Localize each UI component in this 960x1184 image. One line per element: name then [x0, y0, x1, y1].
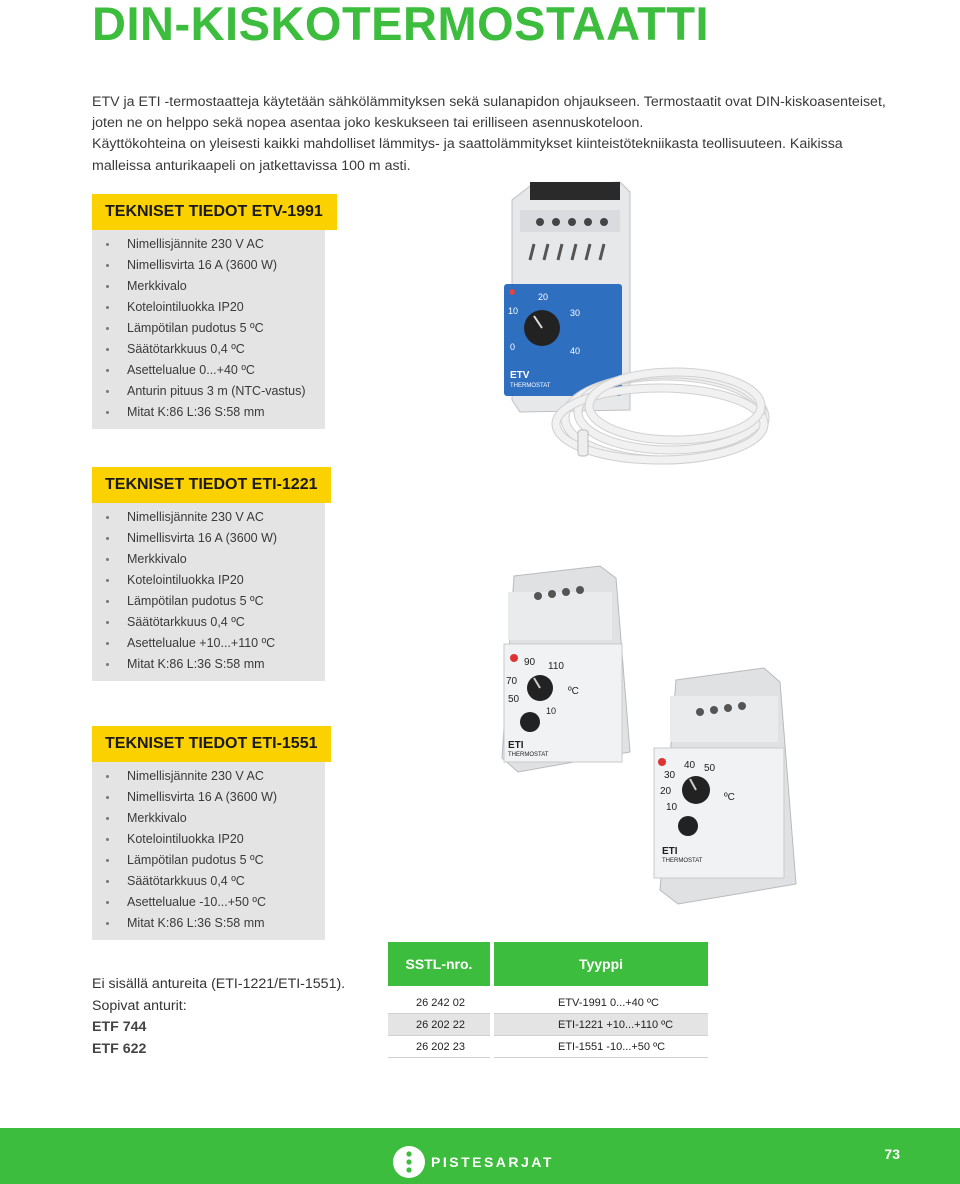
device-label: ETI	[508, 740, 524, 751]
dial-mark: 10	[666, 802, 678, 813]
dial-mark: 110	[548, 661, 564, 672]
note-line: Ei sisällä antureita (ETI-1221/ETI-1551).	[92, 976, 346, 992]
sensor-model: ETF 744	[92, 1019, 147, 1035]
spec-item: Kotelointiluokka IP20	[92, 829, 325, 850]
device-sublabel: THERMOSTAT	[662, 858, 703, 864]
table-cell: ETI-1221 +10...+110 ºC	[492, 1014, 708, 1036]
spec-item: Merkkivalo	[92, 549, 325, 570]
dial-mark: 90	[524, 657, 536, 668]
dial-mark: 20	[660, 786, 672, 797]
dial-mark: 20	[538, 292, 549, 302]
page-title: DIN-KISKOTERMOSTAATTI	[92, 0, 710, 50]
dial-mark: 0	[510, 342, 516, 352]
table-cell: ETV-1991 0...+40 ºC	[492, 989, 708, 1014]
sensor-model: ETF 622	[92, 1040, 147, 1057]
table-cell: 26 202 23	[388, 1036, 492, 1058]
spec-item: Anturin pituus 3 m (NTC-vastus)	[92, 381, 325, 402]
dial-mark: 10	[508, 306, 519, 316]
spec-item: Asettelualue -10...+50 ºC	[92, 892, 325, 913]
spec-list-panel	[92, 230, 325, 429]
table-row	[388, 1014, 708, 1036]
spec-item: Lämpötilan pudotus 5 ºC	[92, 591, 325, 612]
dial-mark: 10	[546, 706, 557, 716]
spec-item: Nimellisvirta 16 A (3600 W)	[92, 528, 325, 549]
spec-block-eti-1221	[92, 467, 331, 681]
spec-item: Säätötarkkuus 0,4 ºC	[92, 871, 325, 892]
spec-item: Merkkivalo	[92, 808, 325, 829]
dial-mark: 40	[570, 346, 581, 356]
device-sublabel: THERMOSTAT	[508, 752, 549, 758]
spec-item: Nimellisvirta 16 A (3600 W)	[92, 255, 325, 276]
table-cell: ETI-1551 -10...+50 ºC	[492, 1036, 708, 1058]
spec-item: Nimellisjännite 230 V AC	[92, 766, 325, 787]
spec-item: Mitat K:86 L:36 S:58 mm	[92, 913, 325, 934]
device-sublabel: THERMOSTAT	[510, 383, 551, 389]
table-header: Tyyppi	[492, 942, 708, 989]
brand-name: PISTESARJAT	[431, 1154, 554, 1170]
spec-item: Lämpötilan pudotus 5 ºC	[92, 850, 325, 871]
eti-1551-thermostat-photo	[648, 664, 798, 908]
dial-mark: 40	[684, 760, 696, 771]
page-number: 73	[884, 1146, 900, 1162]
spec-item: Nimellisjännite 230 V AC	[92, 507, 325, 528]
dial-mark: 70	[506, 676, 518, 687]
table-row	[388, 1036, 708, 1058]
spec-item: Säätötarkkuus 0,4 ºC	[92, 339, 325, 360]
spec-item: Nimellisvirta 16 A (3600 W)	[92, 787, 325, 808]
product-table	[388, 942, 708, 1058]
dial-mark: 30	[570, 308, 581, 318]
spec-block-eti-1551	[92, 726, 331, 940]
note-line: Sopivat anturit:	[92, 997, 187, 1014]
spec-item: Mitat K:86 L:36 S:58 mm	[92, 654, 325, 675]
page-footer	[0, 1128, 960, 1184]
spec-heading: TEKNISET TIEDOT ETI-1221	[92, 467, 331, 503]
spec-item: Kotelointiluokka IP20	[92, 570, 325, 591]
eti-1221-thermostat-photo	[490, 562, 640, 782]
dial-mark: 50	[508, 694, 520, 705]
dial-mark: 30	[664, 770, 676, 781]
dial-mark: ºC	[724, 792, 735, 803]
table-row	[388, 989, 708, 1014]
spec-heading: TEKNISET TIEDOT ETV-1991	[92, 194, 337, 230]
etv-thermostat-photo	[490, 180, 780, 470]
spec-item: Asettelualue 0...+40 ºC	[92, 360, 325, 381]
table-cell: 26 242 02	[388, 989, 492, 1014]
sensor-note	[92, 974, 345, 1060]
spec-item: Merkkivalo	[92, 276, 325, 297]
spec-item: Kotelointiluokka IP20	[92, 297, 325, 318]
dial-mark: ºC	[568, 686, 579, 697]
spec-item: Mitat K:86 L:36 S:58 mm	[92, 402, 325, 423]
table-header: SSTL-nro.	[388, 942, 492, 989]
device-label: ETI	[662, 846, 678, 857]
brand-logo	[393, 1146, 554, 1178]
table-cell: 26 202 22	[388, 1014, 492, 1036]
spec-item: Lämpötilan pudotus 5 ºC	[92, 318, 325, 339]
dots-logo-icon	[393, 1146, 425, 1178]
spec-list-panel	[92, 503, 325, 681]
device-label: ETV	[510, 370, 530, 381]
spec-block-etv-1991	[92, 194, 337, 429]
spec-item: Säätötarkkuus 0,4 ºC	[92, 612, 325, 633]
dial-mark: 50	[704, 763, 716, 774]
spec-item: Asettelualue +10...+110 ºC	[92, 633, 325, 654]
spec-list-panel	[92, 762, 325, 940]
spec-item: Nimellisjännite 230 V AC	[92, 234, 325, 255]
intro-paragraph-1: ETV ja ETI -termostaatteja käytetään sähkölämmityksen sekä sulanapidon ohjaukseen. Termostaatit ovat DIN-kiskoasenteiset, joten ne on helppo sekä nopea asentaa joko keskukseen tai erilliseen asennuskoteloon.	[92, 94, 886, 132]
spec-heading: TEKNISET TIEDOT ETI-1551	[92, 726, 331, 762]
intro-text	[92, 92, 898, 177]
intro-paragraph-2: Käyttökohteina on yleisesti kaikki mahdolliset lämmitys- ja saattolämmitykset kiinteistötekniikasta teollisuuteen. Kaikissa malleissa anturikaapeli on jatkettavissa 100 m asti.	[92, 136, 843, 174]
